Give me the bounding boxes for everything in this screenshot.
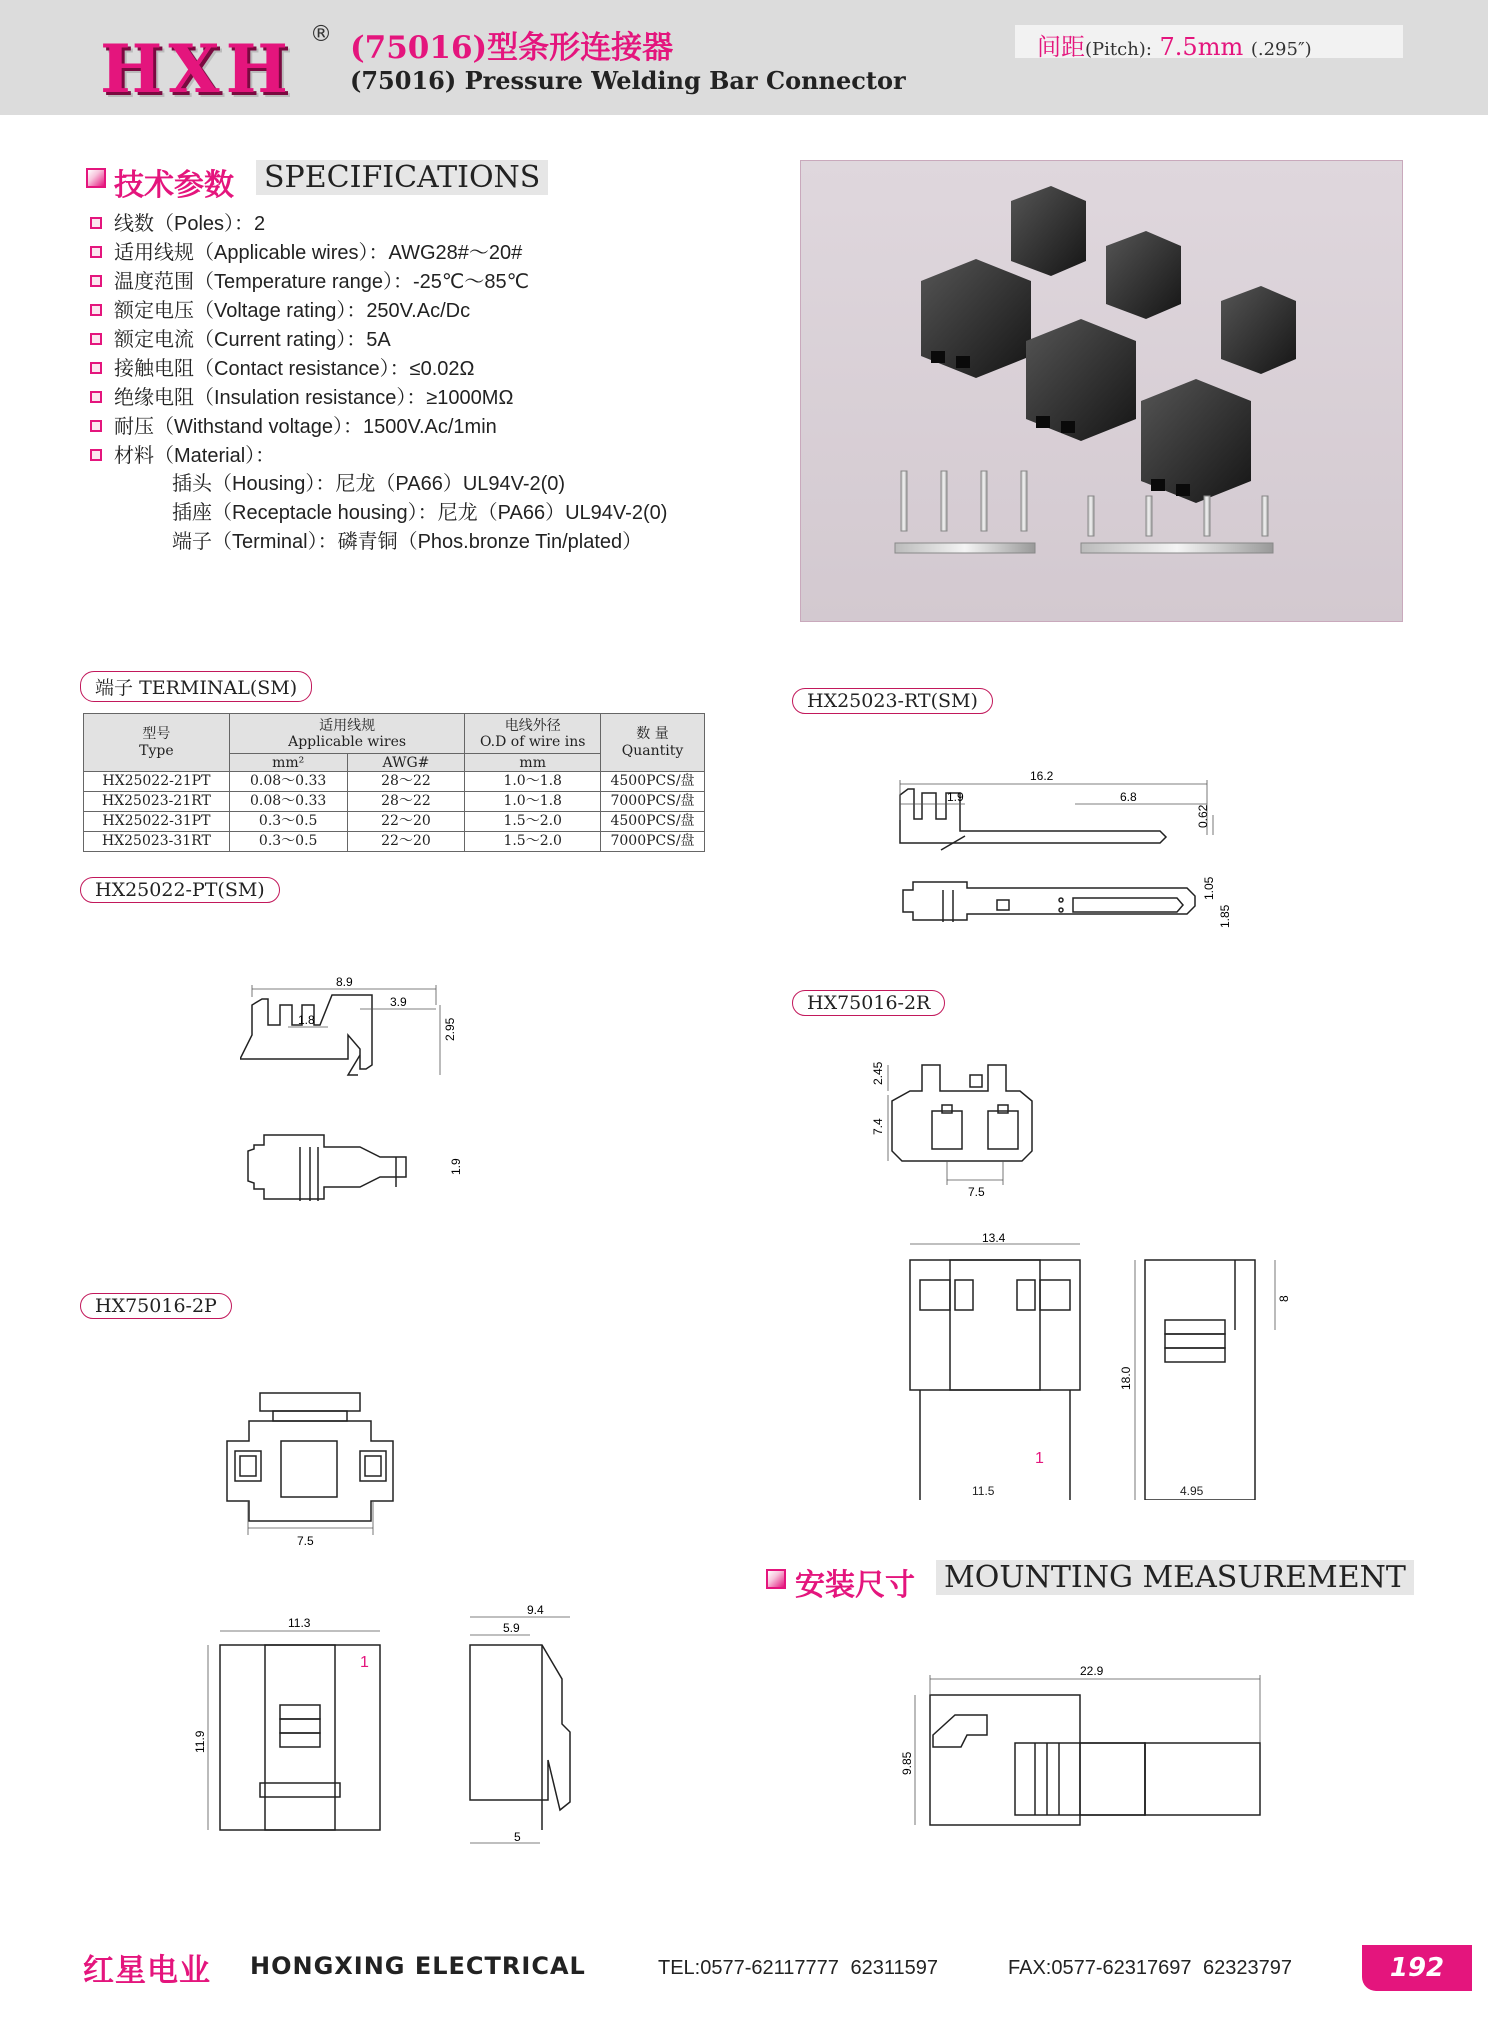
bullet-icon	[90, 246, 102, 258]
spec-item: 材料（Material）：	[90, 439, 275, 468]
dim-text: 3.9	[390, 995, 407, 1009]
p2-front-drawing	[215, 1385, 415, 1550]
footer-tel: TEL:0577-62117777 62311597	[658, 1957, 938, 1979]
dim-text: 9.85	[900, 1751, 914, 1775]
bullet-icon	[90, 217, 102, 229]
pitch-value: 7.5mm	[1159, 33, 1244, 61]
dim-text: 13.4	[982, 1231, 1006, 1245]
dim-text: 1.05	[1202, 876, 1216, 900]
bullet-icon	[90, 362, 102, 374]
terminal-table-label: 端子 TERMINAL(SM)	[80, 671, 312, 702]
col-wires: 适用线规 Applicable wires	[229, 714, 465, 754]
dim-text: 16.2	[1030, 769, 1054, 783]
spec-item: 接触电阻（Contact resistance）：≤0.02Ω	[90, 352, 475, 381]
spec-item: 额定电流（Current rating）：5A	[90, 323, 391, 352]
dim-text: 7.4	[871, 1118, 885, 1135]
bullet-icon	[90, 275, 102, 287]
dim-text: 0.62	[1196, 804, 1210, 828]
table-row: HX25022-21PT 0.08～0.33 28～22 1.0～1.8 4500PCS/盘	[84, 772, 705, 792]
bullet-icon	[90, 449, 102, 461]
spec-item: 线数（Poles）：2	[90, 207, 265, 236]
dim-text: 11.3	[288, 1616, 311, 1630]
product-photo	[800, 160, 1403, 622]
rt-drawing-label: HX25023-RT(SM)	[792, 688, 993, 714]
dim-text: 5	[514, 1830, 521, 1844]
dim-text: 8	[1277, 1295, 1291, 1302]
p2-drawing-label: HX75016-2P	[80, 1293, 232, 1319]
pt-drawing-label: HX25022-PT(SM)	[80, 877, 280, 903]
spec-item: 适用线规（Applicable wires）：AWG28#～20#	[90, 236, 522, 265]
dim-text: 1.85	[1218, 904, 1232, 928]
dim-text: 8.9	[336, 975, 353, 989]
col-mm2: mm²	[229, 754, 347, 772]
terminal-table	[83, 713, 705, 852]
mounting-drawing	[885, 1655, 1275, 1855]
dim-text: 11.5	[972, 1484, 995, 1498]
pin-number: 1	[360, 1654, 369, 1671]
r2-front-drawing	[870, 1055, 1080, 1200]
dim-text: 2.45	[871, 1061, 885, 1085]
material-item: 端子（Terminal）：磷青铜（Phos.bronze Tin/plated）	[172, 531, 643, 553]
connector-photo-illustration	[801, 161, 1404, 623]
dim-text: 1.9	[449, 1158, 463, 1175]
table-row: HX25022-31PT 0.3～0.5 22～20 1.5～2.0 4500PCS/盘	[84, 812, 705, 832]
col-type: 型号 Type	[84, 714, 230, 772]
dim-text: 1.8	[298, 1013, 315, 1027]
page-number: 192	[1362, 1945, 1472, 1991]
dim-text: 7.5	[968, 1185, 985, 1199]
spec-item: 温度范围（Temperature range）：-25℃～85℃	[90, 265, 529, 294]
p2-side-drawing	[190, 1605, 610, 1850]
col-od: 电线外径 O.D of wire ins	[465, 714, 601, 754]
brand-logo: HXH	[100, 30, 294, 108]
pitch-inch: (.295″)	[1250, 39, 1312, 60]
bullet-icon	[90, 333, 102, 345]
dim-text: 9.4	[527, 1605, 544, 1617]
specs-heading-en: SPECIFICATIONS	[256, 160, 548, 195]
col-od-unit: mm	[465, 754, 601, 772]
pitch-label-cn: 间距	[1037, 33, 1085, 61]
table-row: HX25023-21RT 0.08～0.33 28～22 1.0～1.8 7000PCS/盘	[84, 792, 705, 812]
r2-side-drawing	[880, 1230, 1300, 1500]
material-item: 插座（Receptacle housing）：尼龙（PA66）UL94V-2(0)	[172, 502, 668, 524]
material-item: 插头（Housing）：尼龙（PA66）UL94V-2(0)	[172, 473, 566, 495]
pin-number: 1	[1035, 1450, 1044, 1467]
footer-fax: FAX:0577-62317697 62323797	[1008, 1957, 1293, 1979]
footer-brand-en: HONGXING ELECTRICAL	[250, 1952, 586, 1980]
dim-text: 2.95	[443, 1017, 457, 1041]
table-row: HX25023-31RT 0.3～0.5 22～20 1.5～2.0 7000PCS/盘	[84, 832, 705, 852]
pitch-box	[1015, 25, 1403, 61]
registered-mark: ®	[310, 22, 332, 47]
dim-text: 1.9	[947, 790, 964, 804]
col-qty: 数 量 Quantity	[601, 714, 705, 772]
dim-text: 6.8	[1120, 790, 1137, 804]
title-english: (75016) Pressure Welding Bar Connector	[350, 66, 906, 95]
dim-text: 18.0	[1119, 1366, 1133, 1390]
specs-heading-cn: 技术参数	[114, 168, 234, 203]
section-square-icon	[766, 1569, 786, 1589]
dim-text: 4.95	[1180, 1484, 1204, 1498]
spec-item: 额定电压（Voltage rating）：250V.Ac/Dc	[90, 294, 470, 323]
rt-terminal-drawing	[895, 760, 1235, 950]
spec-item: 绝缘电阻（Insulation resistance）：≥1000MΩ	[90, 381, 513, 410]
section-square-icon	[86, 168, 106, 188]
bullet-icon	[90, 304, 102, 316]
bullet-icon	[90, 391, 102, 403]
col-awg: AWG#	[347, 754, 465, 772]
dim-text: 11.9	[193, 1730, 207, 1753]
pt-terminal-drawing	[240, 975, 480, 1215]
title-chinese: (75016)型条形连接器	[350, 30, 674, 66]
dim-text: 7.5	[297, 1534, 314, 1548]
mount-heading-en: MOUNTING MEASUREMENT	[936, 1560, 1414, 1595]
r2-drawing-label: HX75016-2R	[792, 990, 945, 1016]
dim-text: 5.9	[503, 1621, 520, 1635]
footer-brand-cn: 红星电业	[83, 1953, 211, 1989]
mount-heading-cn: 安装尺寸	[795, 1568, 915, 1603]
dim-text: 22.9	[1080, 1664, 1104, 1678]
bullet-icon	[90, 420, 102, 432]
pitch-label-en: (Pitch):	[1085, 39, 1152, 60]
spec-item: 耐压（Withstand voltage）：1500V.Ac/1min	[90, 410, 497, 439]
